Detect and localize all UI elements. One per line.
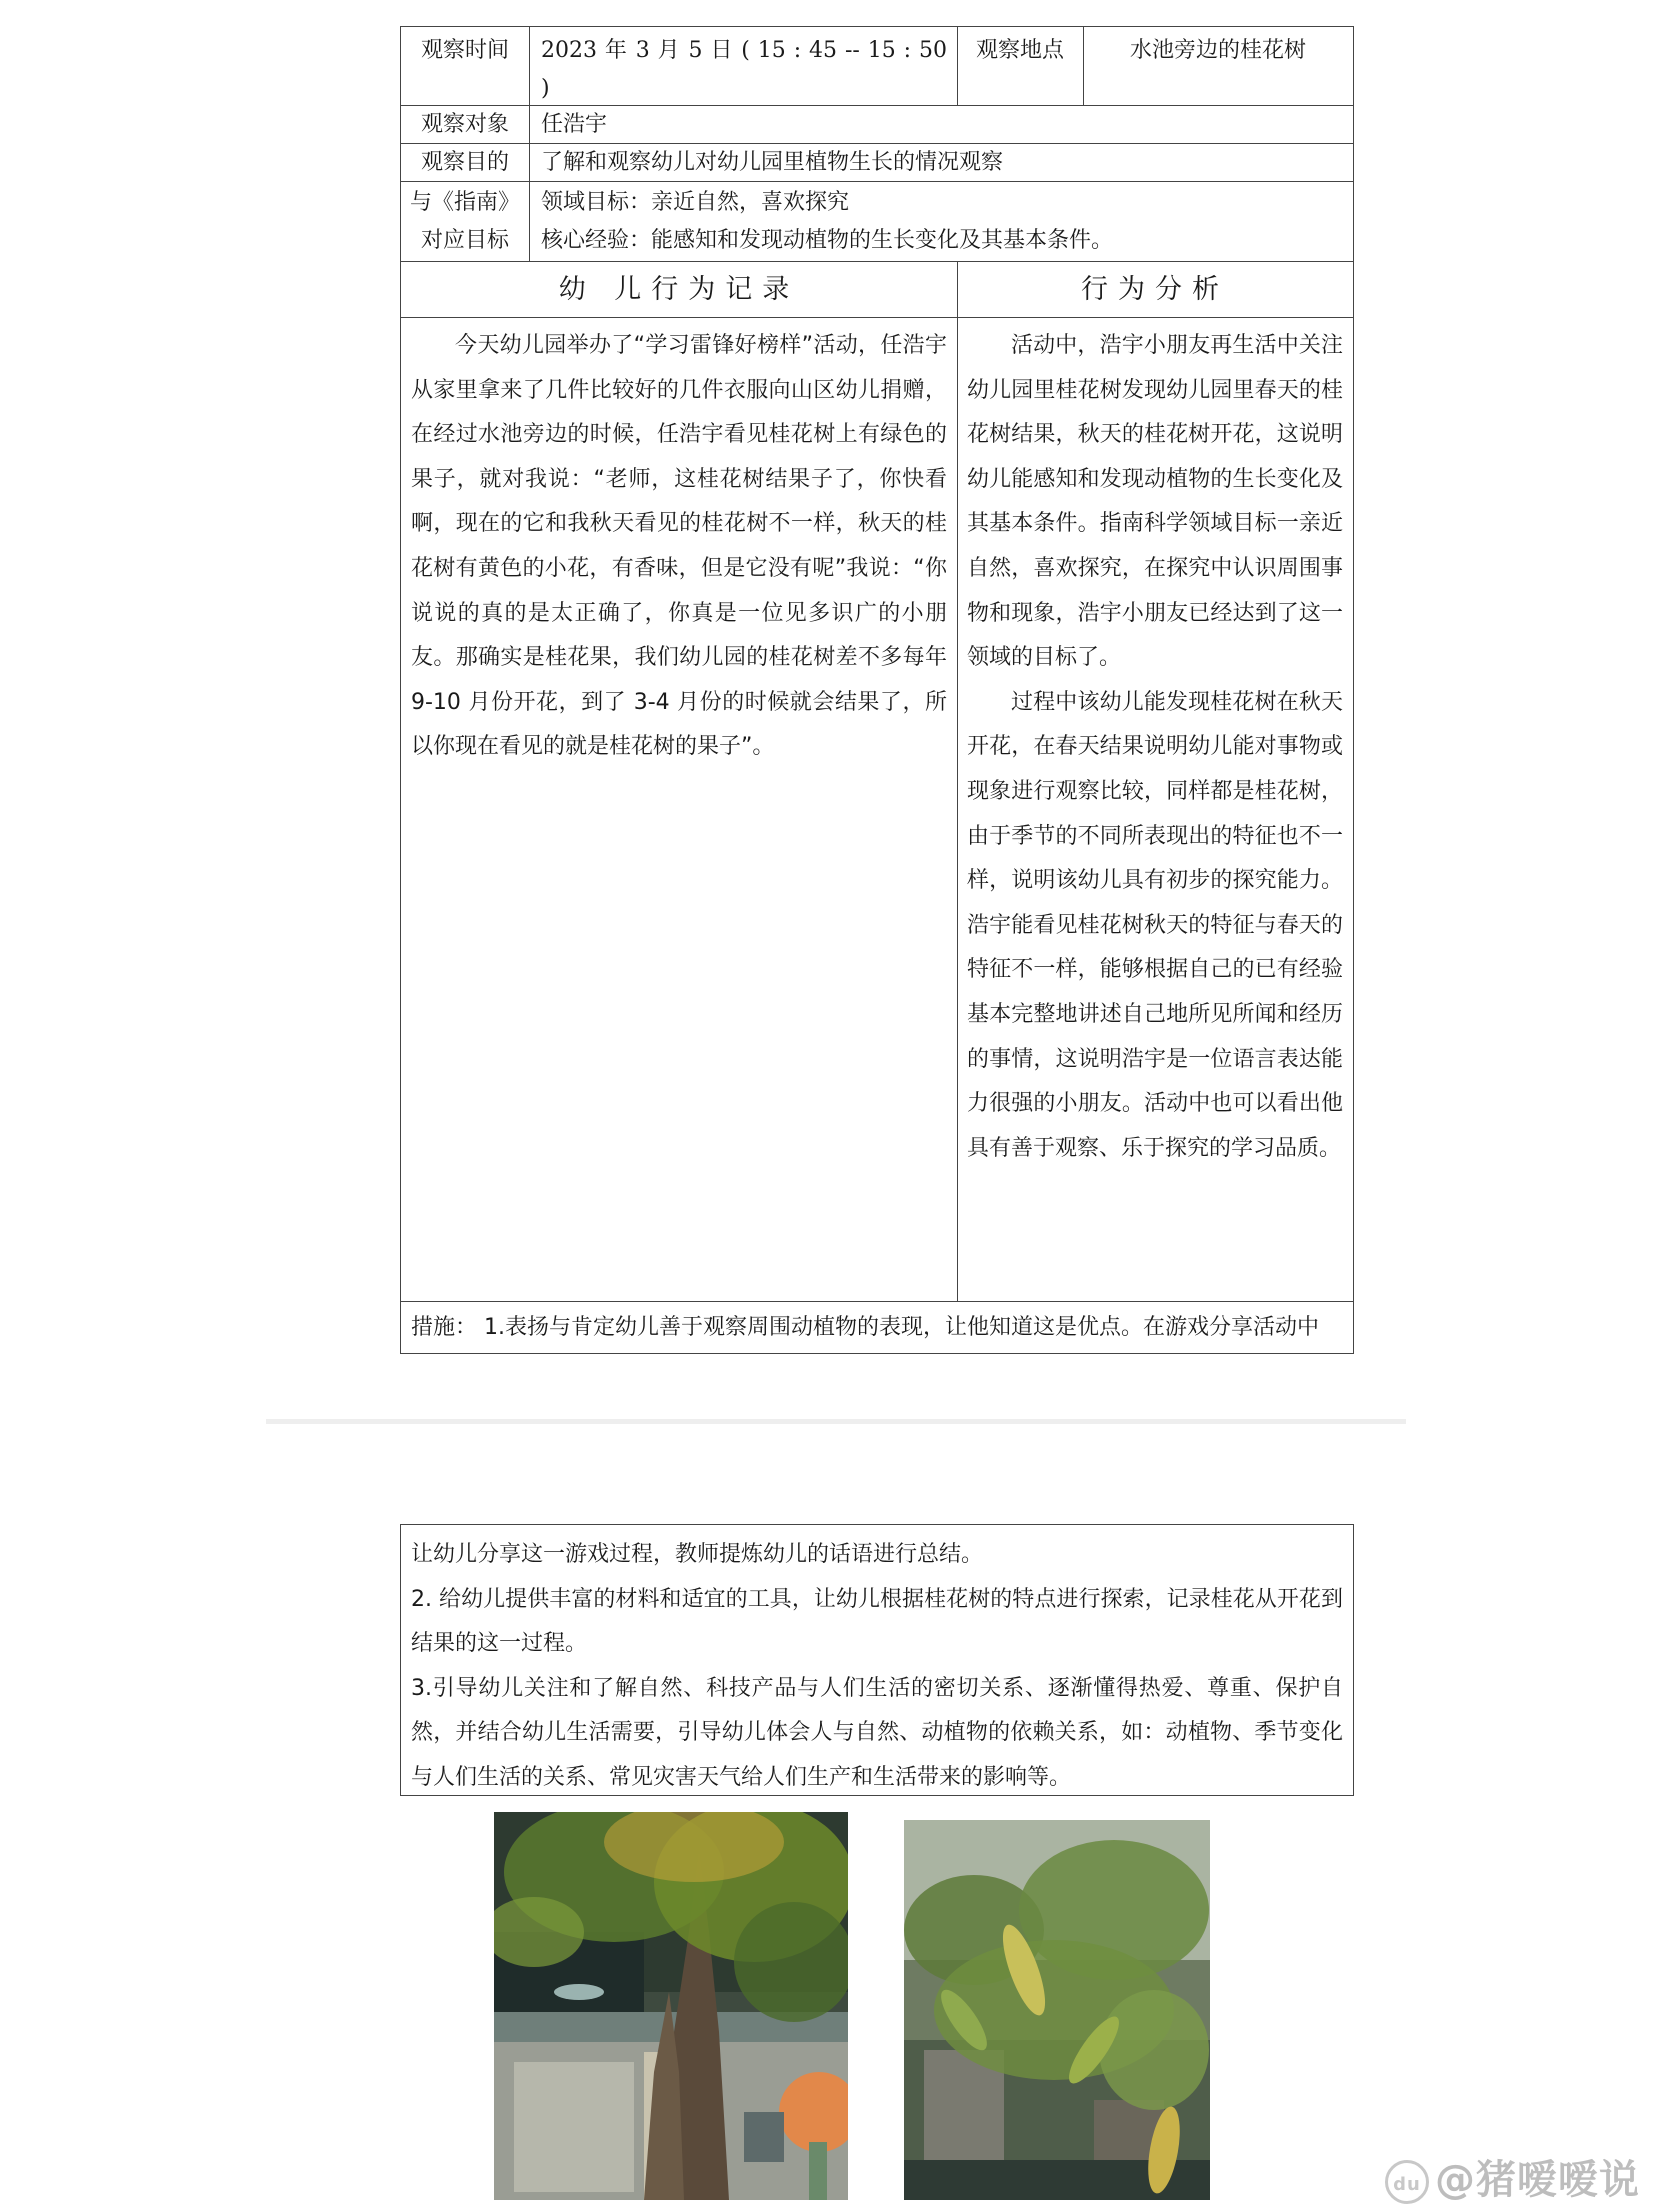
guide-label-line-1: 与《指南》 [409,190,520,215]
row-time-place [401,26,1353,106]
watermark [1385,2148,1640,2205]
page-divider [266,1419,1406,1424]
guide-label-line-2: 对应目标 [420,228,509,253]
record-text-cell [401,318,957,1301]
platform-logo-icon: du [1385,2160,1429,2204]
analysis-header: 行为分析 [1081,274,1229,305]
measures-line-2: 2. 给幼儿提供丰富的材料和适宜的工具，让幼儿根据桂花树的特点进行探索，记录桂花从开花到结果的这一过程。 [411,1586,1343,1657]
row-purpose [401,143,1353,181]
record-text: 今天幼儿园举办了“学习雷锋好榜样”活动，任浩宇从家里拿来了几件比较好的几件衣服向山区幼儿捐赠，在经过水池旁边的时候，任浩宇看见桂花树上有绿色的果子，就对我说：“老师，这桂花树结果子了，你快看啊，现在的它和我秋天看见的桂花树不一样，秋天的桂花树有黄色的小花，有香味，但是它没有呢”我说：“你说说的真的是太正确了，你真是一位见多识广的小朋友。那确实是桂花果，我们幼儿园的桂花树差不多每年 9-10 月份开花，到了 3-4 月份的时候就会结果了，所以你现在看见的就是桂花树的果子”。 [411,333,947,760]
guide-value [529,182,1353,261]
measures-continued-box [400,1524,1354,1796]
observation-record-table [400,26,1354,1354]
photo-osmanthus-tree-pond [494,1812,848,2200]
measures-line-3: 3.引导幼儿关注和了解自然、科技产品与人们生活的密切关系、逐渐懂得热爱、尊重、保护自然，并结合幼儿生活需要，引导幼儿体会人与自然、动植物的依赖关系，如：动植物、季节变化与人们生活的关系、常见灾害天气给人们生产和生活带来的影响等。 [411,1675,1343,1790]
record-header: 幼 儿行为记录 [558,274,800,305]
row-subject [401,105,1353,143]
purpose-value: 了解和观察幼儿对幼儿园里植物生长的情况观察 [541,150,1004,175]
purpose-label: 观察目的 [420,150,509,175]
domain-goal: 领域目标：亲近自然，喜欢探究 [541,190,850,215]
photo-osmanthus-leaves [904,1820,1210,2200]
subject-label: 观察对象 [420,112,509,137]
measures-line-1: 让幼儿分享这一游戏过程，教师提炼幼儿的话语进行总结。 [411,1542,984,1567]
row-guide-targets [401,181,1353,261]
analysis-text-2: 过程中该幼儿能发现桂花树在秋天开花，在春天结果说明幼儿能对事物或现象进行观察比较，同样都是桂花树，由于季节的不同所表现出的特征也不一样，说明该幼儿具有初步的探究能力。浩宇能看见桂花树秋天的特征与春天的特征不一样，能够根据自己的已有经验基本完整地讲述自己地所见所闻和经历的事情，这说明浩宇是一位语言表达能力很强的小朋友。活动中也可以看出他具有善于观察、乐于探究的学习品质。 [967,689,1343,1161]
row-headers [401,261,1353,317]
photo-osmanthus-leaves-illustration [904,1820,1210,2200]
row-measures [401,1301,1353,1353]
time-label: 观察时间 [420,37,509,63]
core-experience: 核心经验：能感知和发现动植物的生长变化及其基本条件。 [541,228,1114,253]
subject-value: 任浩宇 [541,112,608,137]
row-content [401,317,1353,1301]
measures-text: 措施： 1.表扬与肯定幼儿善于观察周围动植物的表现，让他知道这是优点。在游戏分享活动中 [411,1315,1319,1340]
time-value: 2023 年 3 月 5 日 ( 15 : 45 -- 15 : 50 ) [541,37,947,101]
place-value: 水池旁边的桂花树 [1129,37,1306,63]
photo-osmanthus-tree-pond-illustration [494,1812,848,2200]
analysis-text-cell [957,318,1353,1301]
guide-label [401,182,529,261]
watermark-text: @猪嗳嗳说 [1435,2157,1640,2203]
analysis-text-1: 活动中，浩宇小朋友再生活中关注幼儿园里桂花树发现幼儿园里春天的桂花树结果，秋天的桂花树开花，这说明幼儿能感知和发现动植物的生长变化及其基本条件。指南科学领域目标一亲近自然，喜欢探究，在探究中认识周围事物和现象，浩宇小朋友已经达到了这一领域的目标了。 [967,333,1343,671]
place-label: 观察地点 [975,37,1064,63]
